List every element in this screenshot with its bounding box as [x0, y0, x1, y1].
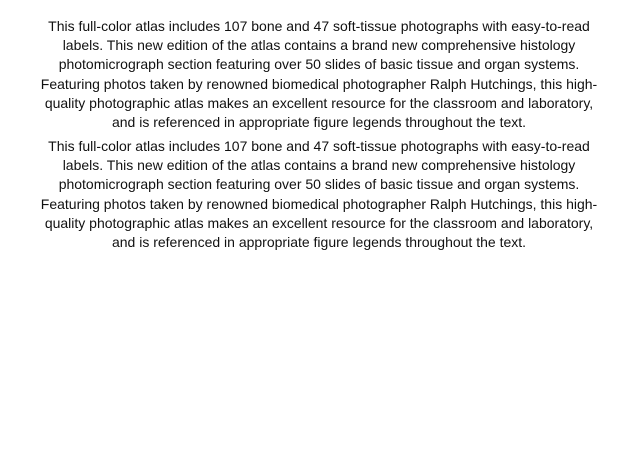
paragraph-line: Featuring photos taken by renowned biomedical photographer Ralph Hutchings, this high- [40, 75, 598, 92]
description-paragraph-1 [24, 17, 614, 132]
paragraph-line: and is referenced in appropriate figure legends throughout the text. [111, 234, 527, 251]
paragraph-line: quality photographic atlas makes an excellent resource for the classroom and laboratory, [44, 214, 594, 231]
paragraph-line: quality photographic atlas makes an excellent resource for the classroom and laboratory, [44, 94, 594, 111]
paragraph-line: photomicrograph section featuring over 50 slides of basic tissue and organ systems. [58, 56, 580, 73]
paragraph-line: Featuring photos taken by renowned biomedical photographer Ralph Hutchings, this high- [40, 195, 598, 212]
description-paragraph-2 [24, 137, 614, 252]
paragraph-line: This full-color atlas includes 107 bone and 47 soft-tissue photographs with easy-to-read [48, 138, 590, 154]
paragraph-line: This full-color atlas includes 107 bone and 47 soft-tissue photographs with easy-to-read [48, 18, 590, 34]
paragraph-line: labels. This new edition of the atlas contains a brand new comprehensive histology [62, 157, 576, 174]
paragraph-line: photomicrograph section featuring over 50 slides of basic tissue and organ systems. [58, 176, 580, 193]
paragraph-line: and is referenced in appropriate figure legends throughout the text. [111, 114, 527, 131]
paragraph-line: labels. This new edition of the atlas contains a brand new comprehensive histology [62, 37, 576, 54]
